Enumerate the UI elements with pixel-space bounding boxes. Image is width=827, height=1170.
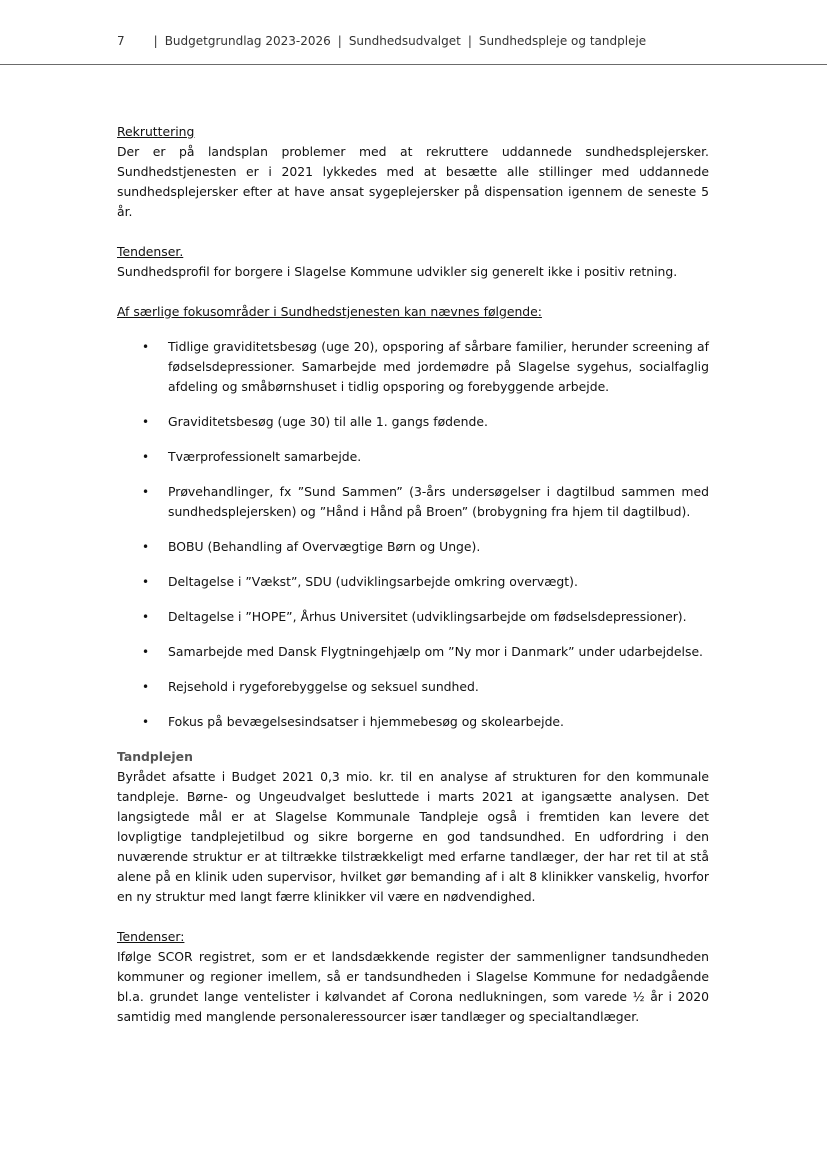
tendenser-tand-heading: Tendenser: bbox=[117, 929, 185, 944]
header-separator: | bbox=[337, 34, 342, 48]
bullet-icon: • bbox=[142, 610, 150, 624]
tendenser-tand-paragraph: Ifølge SCOR registret, som er et landsdækkende register der sammenligner tandsundheden kommuner og regioner imellem, så er tandsundheden i Slagelse Kommune for nedadgående bl.a. grundet lange ventelister i kølvandet af Corona nedlukningen, som varede ½ år i 2020 samtidig med manglende personaleressourcer især tandlæger og specialtandlæger. bbox=[117, 949, 709, 1024]
header-row bbox=[117, 34, 646, 48]
bullet-icon: • bbox=[142, 575, 150, 589]
bullet-icon: • bbox=[142, 680, 150, 694]
header-separator: | bbox=[467, 34, 472, 48]
bullet-icon: • bbox=[142, 450, 150, 464]
list-item: • BOBU (Behandling af Overvægtige Børn og Unge). bbox=[117, 537, 709, 557]
header-separator: | bbox=[153, 34, 158, 48]
tandplejen-paragraph: Byrådet afsatte i Budget 2021 0,3 mio. kr. til en analyse af strukturen for den kommunale tandpleje. Børne- og Ungeudvalget besluttede i marts 2021 at igangsætte analysen. Det langsigtede mål er at Slagelse Kommunale Tandpleje også i fremtiden kan levere det lovpligtige tandplejetilbud og sikre borgerne en god tandsundhed. En udfordring i den nuværende struktur er at tiltrække tilstrækkeligt med erfarne tandlæger, der har ret til at stå alene på en klinik uden supervisor, hvilket gør bemanding af i alt 8 klinikker vanskelig, hvorfor en ny struktur med langt færre klinikker vil være en nødvendighed. bbox=[117, 769, 709, 904]
document-title: Budgetgrundlag 2023-2026 bbox=[164, 34, 331, 48]
tendenser-paragraph: Sundhedsprofil for borgere i Slagelse Kommune udvikler sig generelt ikke i positiv retning. bbox=[117, 264, 678, 279]
tandplejen-heading: Tandplejen bbox=[117, 749, 193, 764]
list-item: • Deltagelse i ”HOPE”, Århus Universitet (udviklingsarbejde om fødselsdepressioner). bbox=[117, 607, 709, 627]
list-item: • Deltagelse i ”Vækst”, SDU (udviklingsarbejde omkring overvægt). bbox=[117, 572, 709, 592]
document-body bbox=[117, 122, 709, 1027]
bullet-icon: • bbox=[142, 715, 150, 729]
list-item: • Graviditetsbesøg (uge 30) til alle 1. gangs fødende. bbox=[117, 412, 709, 432]
list-item: • Prøvehandlinger, fx ”Sund Sammen” (3-års undersøgelser i dagtilbud sammen med sundhedsplejersken) og ”Hånd i Hånd på Broen” (brobygning fra hjem til dagtilbud). bbox=[142, 484, 709, 519]
list-item: • Tværprofessionelt samarbejde. bbox=[117, 447, 709, 467]
bullet-icon: • bbox=[142, 415, 150, 429]
page-number: 7 bbox=[117, 34, 125, 48]
list-item: • Rejsehold i rygeforebyggelse og seksuel sundhed. bbox=[117, 677, 709, 697]
rekruttering-paragraph: Der er på landsplan problemer med at rekruttere uddannede sundhedsplejersker. Sundhedstjenesten er i 2021 lykkedes med at besætte alle stillinger med uddannede sundhedsplejersker efter at have ansat sygeplejersker på dispensation igennem de seneste 5 år. bbox=[117, 144, 709, 219]
fokus-heading: Af særlige fokusområder i Sundhedstjenesten kan nævnes følgende: bbox=[117, 304, 542, 319]
bullet-icon: • bbox=[142, 340, 150, 354]
list-item: • Fokus på bevægelsesindsatser i hjemmebesøg og skolearbejde. bbox=[117, 712, 709, 732]
bullet-icon: • bbox=[142, 645, 150, 659]
committee-name: Sundhedsudvalget bbox=[348, 34, 461, 48]
page-header bbox=[0, 0, 827, 65]
fokus-list bbox=[117, 337, 709, 732]
bullet-icon: • bbox=[142, 485, 150, 499]
section-name: Sundhedspleje og tandpleje bbox=[478, 34, 647, 48]
list-item: • Tidlige graviditetsbesøg (uge 20), opsporing af sårbare familier, herunder screening af fødselsdepressioner. Samarbejde med jordemødre på Slagelse sygehus, socialfaglig afdeling og småbørnshuset i tidlig opsporing og forebyggende arbejde. bbox=[142, 339, 709, 394]
bullet-icon: • bbox=[142, 540, 150, 554]
tendenser-heading: Tendenser. bbox=[117, 244, 184, 259]
rekruttering-heading: Rekruttering bbox=[117, 124, 195, 139]
list-item: • Samarbejde med Dansk Flygtningehjælp om ”Ny mor i Danmark” under udarbejdelse. bbox=[117, 642, 709, 662]
